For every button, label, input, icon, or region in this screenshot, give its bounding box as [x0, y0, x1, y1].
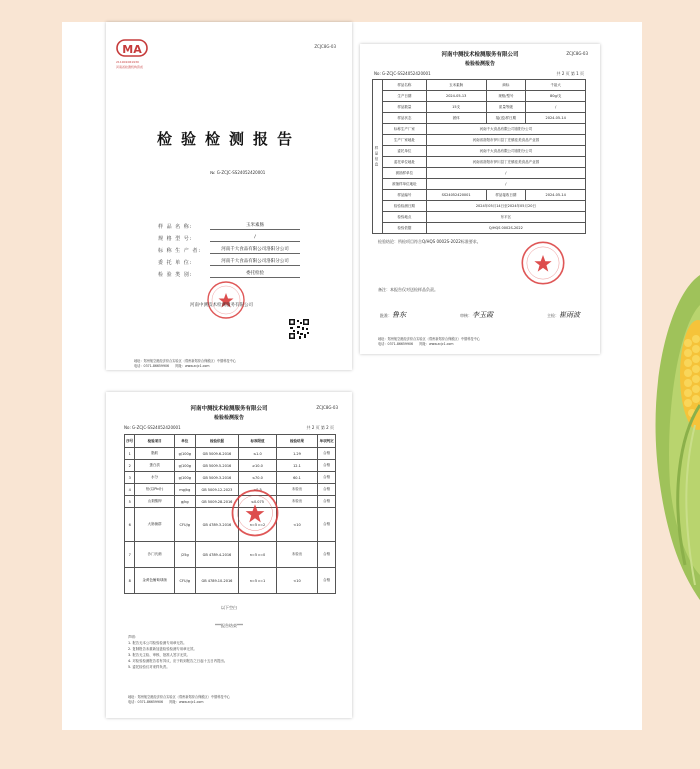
cell-value: 2024年05月14日至2024年05月20日	[426, 201, 585, 212]
table-cell: 山梨酸钾	[135, 496, 174, 508]
note-line: 2. 复制报告未重新加盖检验检测专用章无效。	[128, 646, 197, 651]
table-cell: 金黄色葡萄球菌	[135, 568, 174, 594]
table-cell: 合格	[318, 568, 336, 594]
cell-label: 样品数量	[382, 102, 426, 113]
table-cell: 蛋白质	[135, 460, 174, 472]
field-label: 规 格 型 号:	[158, 236, 193, 242]
cell-label: 检验检测日期	[382, 201, 426, 212]
table-cell: 合格	[318, 484, 336, 496]
column-header: 单位	[174, 435, 195, 448]
table-cell: <10	[276, 508, 318, 542]
table-row	[373, 201, 586, 212]
footer	[378, 338, 480, 346]
field-value: 河南千大食品有限公司洛阳分公司	[210, 246, 300, 254]
cover-fields	[158, 218, 300, 278]
remark: 备注：本报告仅对送检样品负责。	[378, 287, 438, 292]
cma-caption: 河南省检测机构资质	[116, 65, 144, 69]
report-page-2	[106, 392, 352, 718]
column-header: 标准限值	[239, 435, 276, 448]
table-cell: g/100g	[174, 460, 195, 472]
cell-value: 2024-05-14	[526, 190, 586, 201]
table-cell: 3	[125, 472, 135, 484]
corn-illustration	[640, 265, 700, 605]
table-cell: mg/kg	[174, 484, 195, 496]
table-row	[373, 102, 586, 113]
cell-label: 被抽样单位	[382, 168, 426, 179]
note-line: 3. 报告无主检、审核、批准人签字无效。	[128, 652, 190, 657]
cell-label: 被抽样单位地址	[382, 179, 426, 190]
table-cell: n=5 c=1	[239, 568, 276, 594]
cell-label: 生产日期	[382, 91, 426, 102]
cell-label: 样品编号	[382, 190, 426, 201]
field-label: 标 称 生 产 者:	[158, 248, 202, 254]
table-cell: GB 5009.28-2016	[195, 496, 239, 508]
table-row	[373, 168, 586, 179]
field-row	[158, 218, 300, 230]
field-label: 样 品 名 称:	[158, 224, 193, 230]
table-cell: 5	[125, 496, 135, 508]
column-header: 检验依据	[195, 435, 239, 448]
table-cell: 7	[125, 542, 135, 568]
field-row	[158, 230, 300, 242]
table-cell: /25g	[174, 542, 195, 568]
notes-list	[128, 636, 227, 671]
report-cover-page	[106, 22, 352, 370]
table-row	[373, 80, 586, 91]
table-cell: 6	[125, 508, 135, 542]
cell-value: 玉米素肠	[426, 80, 486, 91]
company-header: 河南中测技术检测服务有限公司	[441, 52, 519, 58]
cell-label: 检验地点	[382, 212, 426, 223]
cell-value: 河南千大食品有限公司洛阳分公司	[426, 124, 585, 135]
form-code: ZCJC8G-03	[316, 405, 338, 410]
cell-value: /	[426, 179, 585, 190]
note-line: 声明：	[128, 635, 139, 639]
table-cell: CFU/g	[174, 508, 195, 542]
side-label: 样品信息	[373, 80, 383, 234]
table-row	[373, 124, 586, 135]
table-cell: 铅(以Pb计)	[135, 484, 174, 496]
note-line: 4. 对检验检测报告若有异议，应于收到报告之日起十五日内提出。	[128, 658, 228, 663]
table-cell: 60.1	[276, 472, 318, 484]
cell-label: 委托单位	[382, 146, 426, 157]
table-cell: 1.29	[276, 448, 318, 460]
report-page-1	[360, 44, 600, 354]
table-cell: 2	[125, 460, 135, 472]
table-cell: n=5 c=2	[239, 508, 276, 542]
table-cell: 沙门氏菌	[135, 542, 174, 568]
table-cell: 合格	[318, 448, 336, 460]
table-row	[125, 472, 336, 484]
table-cell: 合格	[318, 472, 336, 484]
field-row	[158, 254, 300, 266]
table-cell: ≤0.075	[239, 496, 276, 508]
table-row	[125, 568, 336, 594]
column-header: 单项判定	[318, 435, 336, 448]
table-row	[373, 212, 586, 223]
report-title: 检验检测报告	[213, 415, 244, 421]
table-cell: 12.1	[276, 460, 318, 472]
footer-contact: 电话：0371-86659906 网址：www.zcjc1.com	[134, 364, 210, 369]
cell-value: 固体	[426, 113, 486, 124]
cell-label: 规格/型号	[486, 91, 526, 102]
table-cell: ≥10.0	[239, 460, 276, 472]
table-row	[373, 190, 586, 201]
table-row	[373, 179, 586, 190]
field-label: 检 验 类 别:	[158, 272, 193, 278]
table-cell: 未检出	[276, 496, 318, 508]
svg-text:MA: MA	[122, 43, 142, 56]
table-cell: GB 5009.6-2016	[195, 448, 239, 460]
official-seal-icon	[520, 240, 566, 286]
sign-reviewer: 审核：李玉霞	[460, 311, 493, 319]
cell-value: 80g/支	[526, 91, 586, 102]
report-number: No: G-ZCJC-SS24052420001	[374, 71, 431, 76]
table-cell: ≤0.5	[239, 484, 276, 496]
table-cell: 合格	[318, 460, 336, 472]
table-cell: GB 4789.10-2016	[195, 568, 239, 594]
footer	[128, 696, 230, 704]
note-line: 5. 委托检验仅对来样负责。	[128, 664, 170, 669]
cell-label: 样品状态	[382, 113, 426, 124]
table-cell: ≤70.0	[239, 472, 276, 484]
table-cell: 8	[125, 568, 135, 594]
cell-label: 质量等级	[486, 102, 526, 113]
qr-code-icon	[288, 318, 310, 340]
table-cell: 1	[125, 448, 135, 460]
field-value: 玉米素肠	[210, 222, 300, 230]
sign-inspector: 主检：崔雨波	[547, 311, 580, 319]
table-cell: g/kg	[174, 496, 195, 508]
report-title: 检验检测报告	[464, 61, 495, 67]
table-row	[373, 91, 586, 102]
table-row	[125, 460, 336, 472]
cell-label: 样品名称	[382, 80, 426, 91]
table-cell: 合格	[318, 496, 336, 508]
column-header: 检验项目	[135, 435, 174, 448]
cell-label: 标称生产厂家	[382, 124, 426, 135]
cell-label: 委托单位地址	[382, 157, 426, 168]
table-cell: <10	[276, 568, 318, 594]
table-cell: 未检出	[276, 484, 318, 496]
field-value: 河南千大食品有限公司洛阳分公司	[210, 258, 300, 266]
table-cell: CFU/g	[174, 568, 195, 594]
table-row	[125, 542, 336, 568]
cell-label: 样品接收日期	[486, 190, 526, 201]
cell-value: 15支	[426, 102, 486, 113]
column-header: 检验结果	[276, 435, 318, 448]
cell-value: 2024-05-13	[426, 91, 486, 102]
table-cell: 脂肪	[135, 448, 174, 460]
table-row	[373, 223, 586, 234]
conclusion: 检验结论：所检项目符合Q/HQS 0002S-2022标准要求。	[378, 239, 481, 244]
table-row	[373, 135, 586, 146]
official-seal-icon	[230, 488, 280, 538]
table-row	[373, 113, 586, 124]
cell-label: 生产厂家地址	[382, 135, 426, 146]
table-cell: GB 4789.3-2016	[195, 508, 239, 542]
footer-address: 地址：郑州航空港经济综合实验区（郑州新郑综合保税区）中德科技中心	[134, 359, 236, 363]
table-cell: 大肠菌群	[135, 508, 174, 542]
column-header: 序号	[125, 435, 135, 448]
cell-value: 千祖大	[526, 80, 586, 91]
company-name: 河南中测技术检测服务有限公司	[190, 303, 253, 308]
signature-row	[380, 302, 580, 321]
cma-number: 211901061930	[116, 60, 139, 64]
field-row	[158, 266, 300, 278]
table-cell: g/100g	[174, 448, 195, 460]
footer-address: 地址：郑州航空港经济综合实验区（郑州新郑综合保税区）中德科技中心	[378, 337, 480, 341]
table-cell: n=5 c=0	[239, 542, 276, 568]
field-value: /	[210, 235, 300, 242]
table-row	[373, 146, 586, 157]
footer	[134, 360, 236, 368]
table-row	[373, 157, 586, 168]
company-header: 河南中测技术检测服务有限公司	[190, 406, 268, 412]
cell-value: Q/HQS 0002S-2022	[426, 223, 585, 234]
table-cell: GB 5009.3-2016	[195, 472, 239, 484]
report-number: №: G-ZCJC-SS24052420001	[210, 170, 266, 175]
cell-value: /	[526, 102, 586, 113]
form-code: ZCJC8G-03	[566, 51, 588, 56]
field-label: 委 托 单 位:	[158, 260, 193, 266]
table-cell: g/100g	[174, 472, 195, 484]
sign-approver: 批准：鲁东	[380, 311, 406, 319]
table-cell: GB 5009.5-2016	[195, 460, 239, 472]
table-cell: 未检出	[276, 542, 318, 568]
page-indicator: 共 2 页 第 1 页	[556, 71, 584, 76]
sample-info-table	[372, 79, 586, 234]
official-seal-icon	[206, 280, 246, 320]
report-title: 检验检测报告	[156, 130, 301, 148]
form-code: ZCJC8G-03	[314, 44, 336, 49]
cell-value: 2024-05-14	[526, 113, 586, 124]
table-cell: 4	[125, 484, 135, 496]
table-row	[125, 448, 336, 460]
table-cell: GB 5009.12-2023	[195, 484, 239, 496]
cell-label: 检验依据	[382, 223, 426, 234]
table-cell: 合格	[318, 508, 336, 542]
table-cell: ≤1.0	[239, 448, 276, 460]
field-row	[158, 242, 300, 254]
cell-label: 商标	[486, 80, 526, 91]
blank-note: 以下空白	[221, 605, 237, 610]
cell-value: 河南省洛阳市伊川县丁庄镇佳美食品产业园	[426, 157, 585, 168]
cell-value: SS24052420001	[426, 190, 486, 201]
field-value: 委托检验	[210, 270, 300, 278]
note-line: 1. 报告无本公司检验检测专用章无效。	[128, 640, 187, 645]
footer-contact: 电话：0371-86659906 网址：www.zcjc1.com	[378, 342, 454, 347]
footer-address: 地址：郑州航空港经济综合实验区（郑州新郑综合保税区）中德科技中心	[128, 695, 230, 699]
page-indicator: 共 2 页 第 2 页	[306, 425, 334, 430]
footer-contact: 电话：0371-86659906 网址：www.zcjc1.com	[128, 700, 204, 705]
table-cell: GB 4789.4-2016	[195, 542, 239, 568]
cell-label: 接(送)样日期	[486, 113, 526, 124]
cell-value: 河南千大食品有限公司洛阳分公司	[426, 146, 585, 157]
report-number: No: G-ZCJC-SS24052420001	[124, 425, 181, 430]
cell-value: /	[426, 168, 585, 179]
cell-value: 河南省洛阳市伊川县丁庄镇佳美食品产业园	[426, 135, 585, 146]
table-cell: 合格	[318, 542, 336, 568]
end-of-report: ***报告结束***	[215, 623, 243, 628]
table-cell: 水分	[135, 472, 174, 484]
cell-value: 东平区	[426, 212, 585, 223]
